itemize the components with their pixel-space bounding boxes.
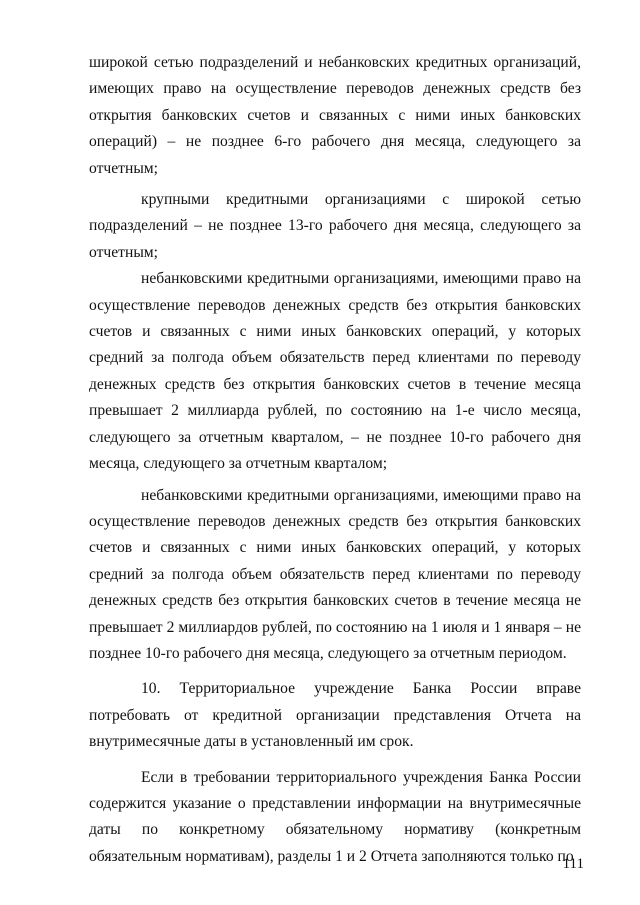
paragraph-intramonth-requirement: Если в требовании территориального учреждения Банка России содержится указание о представлении информации на внутримесячные даты по конкретному обязательному нормативу (конкретным обязательным нормативам), разделы 1 и 2 Отчета заполняются только по <box>89 768 581 865</box>
paragraph-nbco-below-2bn: небанковскими кредитными организациями, имеющими право на осуществление переводов денежных средств без открытия банковских счетов и связанных с ними иных банковских операций, у которых средний за полгода объем обязательств перед клиентами по переводу денежных средств без открытия банковских счетов в течение месяца не превышает 2 миллиардов рублей, по состоянию на 1 июля и 1 января – не позднее 10-го рабочего дня месяца, следующего за отчетным периодом. <box>89 486 581 662</box>
paragraph-large-credit-orgs: крупными кредитными организациями с широкой сетью подразделений – не позднее 13-го рабочего дня месяца, следующего за отчетным; <box>89 191 581 261</box>
paragraph-nbco-above-2bn: небанковскими кредитными организациями, имеющими право на осуществление переводов денежных средств без открытия банковских счетов и связанных с ними иных банковских операций, у которых средний за полгода объем обязательств перед клиентами по переводу денежных средств без открытия банковских счетов в течение месяца превышает 2 миллиарда рублей, по состоянию на 1-е число месяца, следующего за отчетным кварталом, – не позднее 10-го рабочего дня месяца, следующего за отчетным кварталом; <box>89 270 581 473</box>
paragraph-item-10: 10. Территориальное учреждение Банка России вправе потребовать от кредитной организации представления Отчета на внутримесячные даты в установленный им срок. <box>89 680 581 751</box>
paragraph-continuation: широкой сетью подразделений и небанковских кредитных организаций, имеющих право на осуществление переводов денежных средств без открытия банковских счетов и связанных с ними иных банковских операций) – не позднее 6-го рабочего дня месяца, следующего за отчетным; <box>89 54 581 177</box>
body-text <box>89 50 581 870</box>
page-number: 111 <box>562 856 584 872</box>
